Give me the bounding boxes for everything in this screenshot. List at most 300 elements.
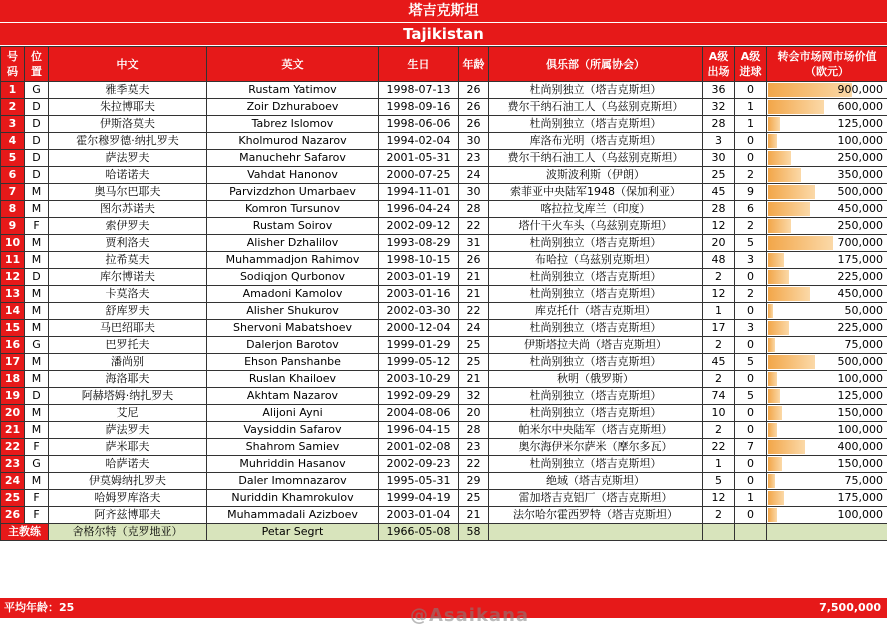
header-goals: A级进球 — [735, 47, 767, 82]
player-age: 21 — [459, 269, 489, 286]
market-value-text: 250,000 — [837, 151, 883, 164]
table-row — [1, 507, 887, 524]
player-apps: 74 — [703, 388, 735, 405]
player-birthdate: 1998-10-15 — [379, 252, 459, 269]
player-number: 6 — [1, 167, 25, 184]
player-english-name: Sodiqjon Qurbonov — [207, 269, 379, 286]
header-birthdate: 生日 — [379, 47, 459, 82]
player-club: 喀拉拉戈库兰（印度） — [489, 201, 703, 218]
player-chinese-name: 巴罗托夫 — [49, 337, 207, 354]
player-chinese-name: 艾尼 — [49, 405, 207, 422]
player-position: G — [25, 456, 49, 473]
header-age: 年龄 — [459, 47, 489, 82]
player-birthdate: 2002-09-12 — [379, 218, 459, 235]
player-birthdate: 1994-11-01 — [379, 184, 459, 201]
table-row — [1, 337, 887, 354]
player-apps: 3 — [703, 133, 735, 150]
player-age: 24 — [459, 167, 489, 184]
player-birthdate: 2001-05-31 — [379, 150, 459, 167]
table-row — [1, 490, 887, 507]
market-value-text: 150,000 — [837, 457, 883, 470]
player-birthdate: 2000-12-04 — [379, 320, 459, 337]
table-row — [1, 167, 887, 184]
player-club: 索菲亚中央陆军1948（保加利亚） — [489, 184, 703, 201]
player-age: 26 — [459, 252, 489, 269]
player-position: F — [25, 439, 49, 456]
player-apps: 28 — [703, 116, 735, 133]
player-apps: 10 — [703, 405, 735, 422]
table-row — [1, 371, 887, 388]
player-birthdate: 2003-01-16 — [379, 286, 459, 303]
player-age: 31 — [459, 235, 489, 252]
player-goals: 2 — [735, 167, 767, 184]
player-market-value — [767, 99, 887, 116]
player-apps: 22 — [703, 439, 735, 456]
player-apps: 12 — [703, 286, 735, 303]
player-position: M — [25, 320, 49, 337]
player-apps: 30 — [703, 150, 735, 167]
market-value-text: 225,000 — [837, 321, 883, 334]
header-number: 号码 — [1, 47, 25, 82]
player-number: 12 — [1, 269, 25, 286]
player-number: 22 — [1, 439, 25, 456]
market-value-text: 100,000 — [837, 134, 883, 147]
player-age: 25 — [459, 354, 489, 371]
player-market-value — [767, 286, 887, 303]
player-english-name: Ehson Panshanbe — [207, 354, 379, 371]
player-birthdate: 1999-01-29 — [379, 337, 459, 354]
player-english-name: Komron Tursunov — [207, 201, 379, 218]
header-market-value: 转会市场网市场价值（欧元） — [767, 47, 887, 82]
player-english-name: Daler Imomnazarov — [207, 473, 379, 490]
player-number: 16 — [1, 337, 25, 354]
player-club: 杜尚别独立（塔吉克斯坦） — [489, 235, 703, 252]
player-birthdate: 1998-06-06 — [379, 116, 459, 133]
player-apps: 2 — [703, 422, 735, 439]
table-row — [1, 184, 887, 201]
player-market-value — [767, 116, 887, 133]
player-chinese-name: 图尔苏诺夫 — [49, 201, 207, 218]
player-market-value — [767, 133, 887, 150]
player-age: 22 — [459, 303, 489, 320]
player-age: 29 — [459, 473, 489, 490]
player-birthdate: 2002-03-30 — [379, 303, 459, 320]
player-position: M — [25, 235, 49, 252]
player-position: M — [25, 371, 49, 388]
player-age: 25 — [459, 490, 489, 507]
player-age: 26 — [459, 116, 489, 133]
player-market-value — [767, 320, 887, 337]
player-birthdate: 2003-01-04 — [379, 507, 459, 524]
player-chinese-name: 奥马尔巴耶夫 — [49, 184, 207, 201]
player-goals: 9 — [735, 184, 767, 201]
player-position: D — [25, 133, 49, 150]
player-english-name: Muhriddin Hasanov — [207, 456, 379, 473]
player-chinese-name: 库尔博诺夫 — [49, 269, 207, 286]
player-apps: 28 — [703, 201, 735, 218]
market-value-text: 175,000 — [837, 491, 883, 504]
player-english-name: Rustam Yatimov — [207, 82, 379, 99]
player-chinese-name: 索伊罗夫 — [49, 218, 207, 235]
player-apps: 2 — [703, 269, 735, 286]
player-market-value — [767, 456, 887, 473]
player-club: 杜尚别独立（塔吉克斯坦） — [489, 405, 703, 422]
player-position: F — [25, 218, 49, 235]
player-goals: 2 — [735, 218, 767, 235]
player-english-name: Manuchehr Safarov — [207, 150, 379, 167]
player-club: 布哈拉（乌兹别克斯坦） — [489, 252, 703, 269]
player-club: 绝域（塔吉克斯坦） — [489, 473, 703, 490]
player-number: 21 — [1, 422, 25, 439]
player-rows — [1, 82, 887, 524]
player-chinese-name: 阿齐兹博耶夫 — [49, 507, 207, 524]
player-club: 杜尚别独立（塔吉克斯坦） — [489, 116, 703, 133]
player-market-value — [767, 303, 887, 320]
player-chinese-name: 哈萨诺夫 — [49, 456, 207, 473]
player-birthdate: 2002-09-23 — [379, 456, 459, 473]
title-english: Tajikistan — [0, 23, 887, 46]
player-apps: 32 — [703, 99, 735, 116]
player-market-value — [767, 252, 887, 269]
market-value-text: 75,000 — [844, 338, 883, 351]
player-age: 28 — [459, 201, 489, 218]
player-apps: 17 — [703, 320, 735, 337]
player-age: 21 — [459, 286, 489, 303]
player-number: 10 — [1, 235, 25, 252]
player-chinese-name: 贾利洛夫 — [49, 235, 207, 252]
player-english-name: Amadoni Kamolov — [207, 286, 379, 303]
player-number: 15 — [1, 320, 25, 337]
player-club: 雷加塔吉克铝厂（塔吉克斯坦） — [489, 490, 703, 507]
player-market-value — [767, 354, 887, 371]
player-birthdate: 2004-08-06 — [379, 405, 459, 422]
player-club: 伊斯塔拉夫尚（塔吉克斯坦） — [489, 337, 703, 354]
player-club: 奥尔海伊米尔萨米（摩尔多瓦） — [489, 439, 703, 456]
player-number: 19 — [1, 388, 25, 405]
player-club: 波斯波利斯（伊朗） — [489, 167, 703, 184]
player-english-name: Muhammadjon Rahimov — [207, 252, 379, 269]
player-number: 24 — [1, 473, 25, 490]
player-position: F — [25, 490, 49, 507]
player-club: 帕米尔中央陆军（塔吉克斯坦） — [489, 422, 703, 439]
player-age: 26 — [459, 82, 489, 99]
player-number: 2 — [1, 99, 25, 116]
player-birthdate: 1995-05-31 — [379, 473, 459, 490]
coach-label: 主教练 — [1, 524, 49, 541]
player-position: M — [25, 422, 49, 439]
player-age: 26 — [459, 99, 489, 116]
table-row — [1, 116, 887, 133]
player-chinese-name: 哈诺诺夫 — [49, 167, 207, 184]
player-position: D — [25, 99, 49, 116]
player-position: M — [25, 354, 49, 371]
table-row — [1, 439, 887, 456]
player-apps: 2 — [703, 337, 735, 354]
player-chinese-name: 舒库罗夫 — [49, 303, 207, 320]
player-birthdate: 1993-08-29 — [379, 235, 459, 252]
player-english-name: Kholmurod Nazarov — [207, 133, 379, 150]
player-goals: 0 — [735, 133, 767, 150]
player-goals: 3 — [735, 320, 767, 337]
player-apps: 12 — [703, 218, 735, 235]
header-row — [1, 47, 887, 82]
player-age: 28 — [459, 422, 489, 439]
table-row — [1, 473, 887, 490]
coach-empty-club — [489, 524, 703, 541]
player-number: 7 — [1, 184, 25, 201]
player-market-value — [767, 337, 887, 354]
table-row — [1, 286, 887, 303]
player-club: 杜尚别独立（塔吉克斯坦） — [489, 456, 703, 473]
table-row — [1, 252, 887, 269]
table-row — [1, 320, 887, 337]
player-english-name: Ruslan Khailoev — [207, 371, 379, 388]
player-number: 8 — [1, 201, 25, 218]
player-goals: 5 — [735, 354, 767, 371]
player-number: 17 — [1, 354, 25, 371]
player-goals: 5 — [735, 235, 767, 252]
player-position: M — [25, 252, 49, 269]
player-market-value — [767, 507, 887, 524]
player-market-value — [767, 388, 887, 405]
player-apps: 1 — [703, 456, 735, 473]
player-english-name: Muhammadali Azizboev — [207, 507, 379, 524]
player-market-value — [767, 422, 887, 439]
table-row — [1, 456, 887, 473]
player-position: G — [25, 337, 49, 354]
player-position: M — [25, 473, 49, 490]
market-value-text: 500,000 — [837, 185, 883, 198]
player-goals: 3 — [735, 252, 767, 269]
market-value-text: 225,000 — [837, 270, 883, 283]
player-goals: 0 — [735, 473, 767, 490]
total-market-value: 7,500,000 — [819, 601, 881, 614]
player-birthdate: 2000-07-25 — [379, 167, 459, 184]
player-apps: 25 — [703, 167, 735, 184]
player-chinese-name: 霍尔穆罗德·纳扎罗夫 — [49, 133, 207, 150]
player-goals: 0 — [735, 405, 767, 422]
player-chinese-name: 朱拉博耶夫 — [49, 99, 207, 116]
player-goals: 2 — [735, 286, 767, 303]
market-value-text: 500,000 — [837, 355, 883, 368]
player-market-value — [767, 269, 887, 286]
market-value-text: 125,000 — [837, 117, 883, 130]
player-club: 杜尚别独立（塔吉克斯坦） — [489, 286, 703, 303]
title-chinese: 塔吉克斯坦 — [0, 0, 887, 23]
player-chinese-name: 海洛耶夫 — [49, 371, 207, 388]
player-age: 30 — [459, 133, 489, 150]
player-chinese-name: 卡莫洛夫 — [49, 286, 207, 303]
player-chinese-name: 雅季莫夫 — [49, 82, 207, 99]
market-value-text: 50,000 — [844, 304, 883, 317]
player-position: M — [25, 184, 49, 201]
player-english-name: Vaysiddin Safarov — [207, 422, 379, 439]
player-chinese-name: 萨米耶夫 — [49, 439, 207, 456]
player-apps: 20 — [703, 235, 735, 252]
market-value-text: 450,000 — [837, 287, 883, 300]
market-value-text: 250,000 — [837, 219, 883, 232]
player-position: D — [25, 269, 49, 286]
player-number: 3 — [1, 116, 25, 133]
player-chinese-name: 潘尚别 — [49, 354, 207, 371]
player-birthdate: 1996-04-24 — [379, 201, 459, 218]
player-goals: 0 — [735, 150, 767, 167]
player-market-value — [767, 201, 887, 218]
player-birthdate: 2003-01-19 — [379, 269, 459, 286]
coach-empty-goals — [735, 524, 767, 541]
average-age: 平均年龄：25 — [4, 601, 75, 614]
player-market-value — [767, 235, 887, 252]
player-position: D — [25, 388, 49, 405]
player-number: 4 — [1, 133, 25, 150]
player-market-value — [767, 150, 887, 167]
player-apps: 45 — [703, 184, 735, 201]
player-club: 秋明（俄罗斯） — [489, 371, 703, 388]
table-row — [1, 99, 887, 116]
player-club: 杜尚别独立（塔吉克斯坦） — [489, 388, 703, 405]
player-goals: 1 — [735, 99, 767, 116]
table-row — [1, 405, 887, 422]
player-position: M — [25, 303, 49, 320]
player-goals: 0 — [735, 456, 767, 473]
player-age: 32 — [459, 388, 489, 405]
header-position: 位置 — [25, 47, 49, 82]
player-club: 杜尚别独立（塔吉克斯坦） — [489, 320, 703, 337]
market-value-text: 125,000 — [837, 389, 883, 402]
player-apps: 5 — [703, 473, 735, 490]
player-number: 20 — [1, 405, 25, 422]
player-position: D — [25, 167, 49, 184]
player-english-name: Zoir Dzhuraboev — [207, 99, 379, 116]
player-market-value — [767, 439, 887, 456]
player-position: M — [25, 201, 49, 218]
market-value-text: 350,000 — [837, 168, 883, 181]
player-club: 杜尚别独立（塔吉克斯坦） — [489, 354, 703, 371]
table-row — [1, 218, 887, 235]
header-english-name: 英文 — [207, 47, 379, 82]
player-market-value — [767, 218, 887, 235]
player-birthdate: 2003-10-29 — [379, 371, 459, 388]
market-value-text: 450,000 — [837, 202, 883, 215]
market-value-text: 150,000 — [837, 406, 883, 419]
player-chinese-name: 伊莫姆纳扎罗夫 — [49, 473, 207, 490]
player-age: 24 — [459, 320, 489, 337]
player-number: 26 — [1, 507, 25, 524]
player-goals: 0 — [735, 371, 767, 388]
table-row — [1, 201, 887, 218]
coach-empty-value — [767, 524, 887, 541]
player-position: D — [25, 116, 49, 133]
player-number: 5 — [1, 150, 25, 167]
player-goals: 1 — [735, 116, 767, 133]
player-english-name: Nuriddin Khamrokulov — [207, 490, 379, 507]
player-english-name: Alijoni Ayni — [207, 405, 379, 422]
player-apps: 45 — [703, 354, 735, 371]
player-birthdate: 1999-04-19 — [379, 490, 459, 507]
player-position: M — [25, 405, 49, 422]
player-position: M — [25, 286, 49, 303]
player-club: 库洛布光明（塔吉克斯坦） — [489, 133, 703, 150]
coach-chinese-name: 舍格尔特（克罗地亚） — [49, 524, 207, 541]
player-market-value — [767, 405, 887, 422]
player-chinese-name: 拉希莫夫 — [49, 252, 207, 269]
market-value-text: 700,000 — [837, 236, 883, 249]
player-apps: 2 — [703, 371, 735, 388]
player-market-value — [767, 167, 887, 184]
player-english-name: Akhtam Nazarov — [207, 388, 379, 405]
market-value-text: 600,000 — [837, 100, 883, 113]
squad-table — [0, 46, 887, 541]
player-position: F — [25, 507, 49, 524]
player-english-name: Tabrez Islomov — [207, 116, 379, 133]
player-age: 22 — [459, 218, 489, 235]
player-english-name: Dalerjon Barotov — [207, 337, 379, 354]
player-birthdate: 1998-09-16 — [379, 99, 459, 116]
table-row — [1, 303, 887, 320]
player-english-name: Shahrom Samiev — [207, 439, 379, 456]
player-goals: 0 — [735, 337, 767, 354]
player-position: D — [25, 150, 49, 167]
player-chinese-name: 哈姆罗库洛夫 — [49, 490, 207, 507]
player-goals: 0 — [735, 269, 767, 286]
table-row — [1, 133, 887, 150]
player-goals: 7 — [735, 439, 767, 456]
player-goals: 6 — [735, 201, 767, 218]
player-number: 25 — [1, 490, 25, 507]
player-club: 库克托什（塔吉克斯坦） — [489, 303, 703, 320]
coach-birthdate: 1966-05-08 — [379, 524, 459, 541]
player-market-value — [767, 82, 887, 99]
market-value-text: 100,000 — [837, 508, 883, 521]
table-row — [1, 235, 887, 252]
player-age: 30 — [459, 184, 489, 201]
player-age: 23 — [459, 439, 489, 456]
coach-age: 58 — [459, 524, 489, 541]
player-apps: 36 — [703, 82, 735, 99]
player-chinese-name: 伊斯洛莫夫 — [49, 116, 207, 133]
player-english-name: Alisher Shukurov — [207, 303, 379, 320]
coach-english-name: Petar Segrt — [207, 524, 379, 541]
player-club: 费尔干纳石油工人（乌兹别克斯坦） — [489, 99, 703, 116]
table-row — [1, 388, 887, 405]
player-english-name: Alisher Dzhalilov — [207, 235, 379, 252]
player-number: 1 — [1, 82, 25, 99]
player-number: 14 — [1, 303, 25, 320]
player-club: 法尔哈尔霍西罗特（塔吉克斯坦） — [489, 507, 703, 524]
player-market-value — [767, 184, 887, 201]
player-market-value — [767, 473, 887, 490]
table-row — [1, 82, 887, 99]
header-apps: A级出场 — [703, 47, 735, 82]
player-age: 20 — [459, 405, 489, 422]
player-goals: 5 — [735, 388, 767, 405]
player-club: 塔什干火车头（乌兹别克斯坦） — [489, 218, 703, 235]
player-chinese-name: 萨法罗夫 — [49, 422, 207, 439]
player-goals: 0 — [735, 507, 767, 524]
player-club: 费尔干纳石油工人（乌兹别克斯坦） — [489, 150, 703, 167]
player-english-name: Shervoni Mabatshoev — [207, 320, 379, 337]
header-club: 俱乐部（所属协会） — [489, 47, 703, 82]
player-market-value — [767, 490, 887, 507]
player-number: 11 — [1, 252, 25, 269]
player-english-name: Rustam Soirov — [207, 218, 379, 235]
player-number: 18 — [1, 371, 25, 388]
player-apps: 48 — [703, 252, 735, 269]
market-value-text: 100,000 — [837, 372, 883, 385]
table-row — [1, 422, 887, 439]
player-age: 23 — [459, 150, 489, 167]
market-value-text: 900,000 — [837, 83, 883, 96]
